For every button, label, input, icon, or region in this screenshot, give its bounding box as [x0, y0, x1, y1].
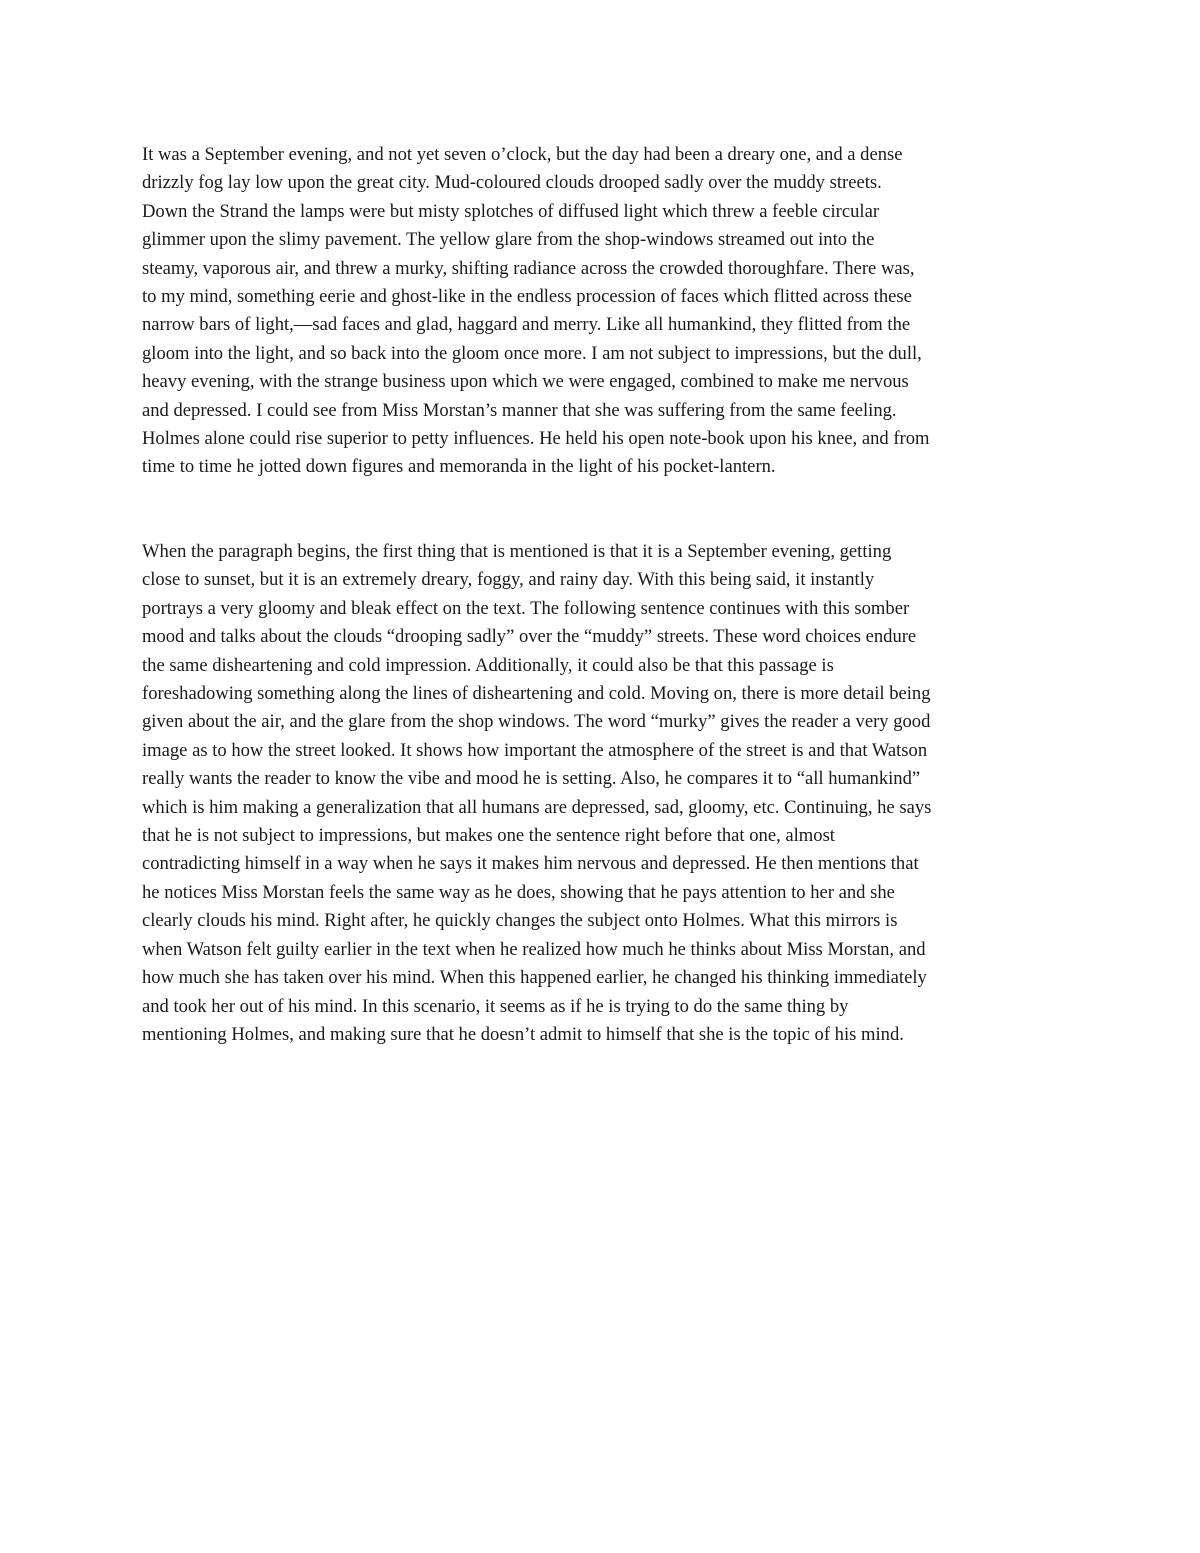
- text-line: really wants the reader to know the vibe and mood he is setting. Also, he compares it to “all humankind”: [142, 768, 921, 790]
- text-line: gloom into the light, and so back into the gloom once more. I am not subject to impressions, but the dull,: [142, 342, 922, 364]
- text-line: that he is not subject to impressions, but makes one the sentence right before that one, almost: [142, 825, 835, 847]
- text-line: he notices Miss Morstan feels the same way as he does, showing that he pays attention to her and she: [142, 881, 895, 903]
- text-line: which is him making a generalization that all humans are depressed, sad, gloomy, etc. Continuing, he says: [142, 796, 932, 818]
- text-line: Down the Strand the lamps were but misty splotches of diffused light which threw a feeble circular: [142, 200, 880, 222]
- text-line: glimmer upon the slimy pavement. The yellow glare from the shop-windows streamed out into the: [142, 229, 875, 251]
- text-line: close to sunset, but it is an extremely dreary, foggy, and rainy day. With this being said, it instantly: [142, 569, 875, 591]
- text-line: how much she has taken over his mind. When this happened earlier, he changed his thinking immediately: [142, 967, 927, 989]
- text-line: to my mind, something eerie and ghost-like in the endless procession of faces which flitted across these: [142, 286, 912, 308]
- text-line: mentioning Holmes, and making sure that he doesn’t admit to himself that she is the topic of his mind.: [142, 1023, 904, 1045]
- quoted-passage: [142, 141, 1062, 482]
- text-line: portrays a very gloomy and bleak effect on the text. The following sentence continues with this somber: [142, 597, 910, 619]
- text-line: foreshadowing something along the lines of disheartening and cold. Moving on, there is more detail being: [142, 683, 931, 705]
- text-line: clearly clouds his mind. Right after, he quickly changes the subject onto Holmes. What this mirrors is: [142, 910, 898, 932]
- text-line: mood and talks about the clouds “drooping sadly” over the “muddy” streets. These word choices endure: [142, 626, 917, 648]
- text-line: and depressed. I could see from Miss Morstan’s manner that she was suffering from the same feeling.: [142, 399, 897, 421]
- text-line: time to time he jotted down figures and memoranda in the light of his pocket-lantern.: [142, 456, 776, 478]
- text-line: When the paragraph begins, the first thing that is mentioned is that it is a September evening, getting: [142, 541, 892, 562]
- text-line: given about the air, and the glare from the shop windows. The word “murky” gives the reader a very good: [142, 711, 931, 733]
- text-line: when Watson felt guilty earlier in the text when he realized how much he thinks about Miss Morstan, and: [142, 938, 926, 960]
- text-line: It was a September evening, and not yet seven o’clock, but the day had been a dreary one, and a dense: [142, 144, 903, 165]
- text-line: heavy evening, with the strange business upon which we were engaged, combined to make me nervous: [142, 371, 909, 393]
- text-line: contradicting himself in a way when he says it makes him nervous and depressed. He then mentions that: [142, 853, 919, 875]
- text-line: steamy, vaporous air, and threw a murky, shifting radiance across the crowded thoroughfare. There was,: [142, 257, 915, 279]
- text-line: narrow bars of light,—sad faces and glad, haggard and merry. Like all humankind, they flitted from the: [142, 314, 911, 336]
- text-line: Holmes alone could rise superior to petty influences. He held his open note-book upon his knee, and from: [142, 428, 930, 450]
- text-line: image as to how the street looked. It shows how important the atmosphere of the street is and that Watson: [142, 739, 928, 761]
- text-line: drizzly fog lay low upon the great city. Mud-coloured clouds drooped sadly over the muddy streets.: [142, 172, 882, 194]
- text-line: and took her out of his mind. In this scenario, it seems as if he is trying to do the same thing by: [142, 995, 849, 1017]
- text-line: the same disheartening and cold impression. Additionally, it could also be that this passage is: [142, 654, 834, 676]
- analysis-paragraph: [142, 538, 1062, 1049]
